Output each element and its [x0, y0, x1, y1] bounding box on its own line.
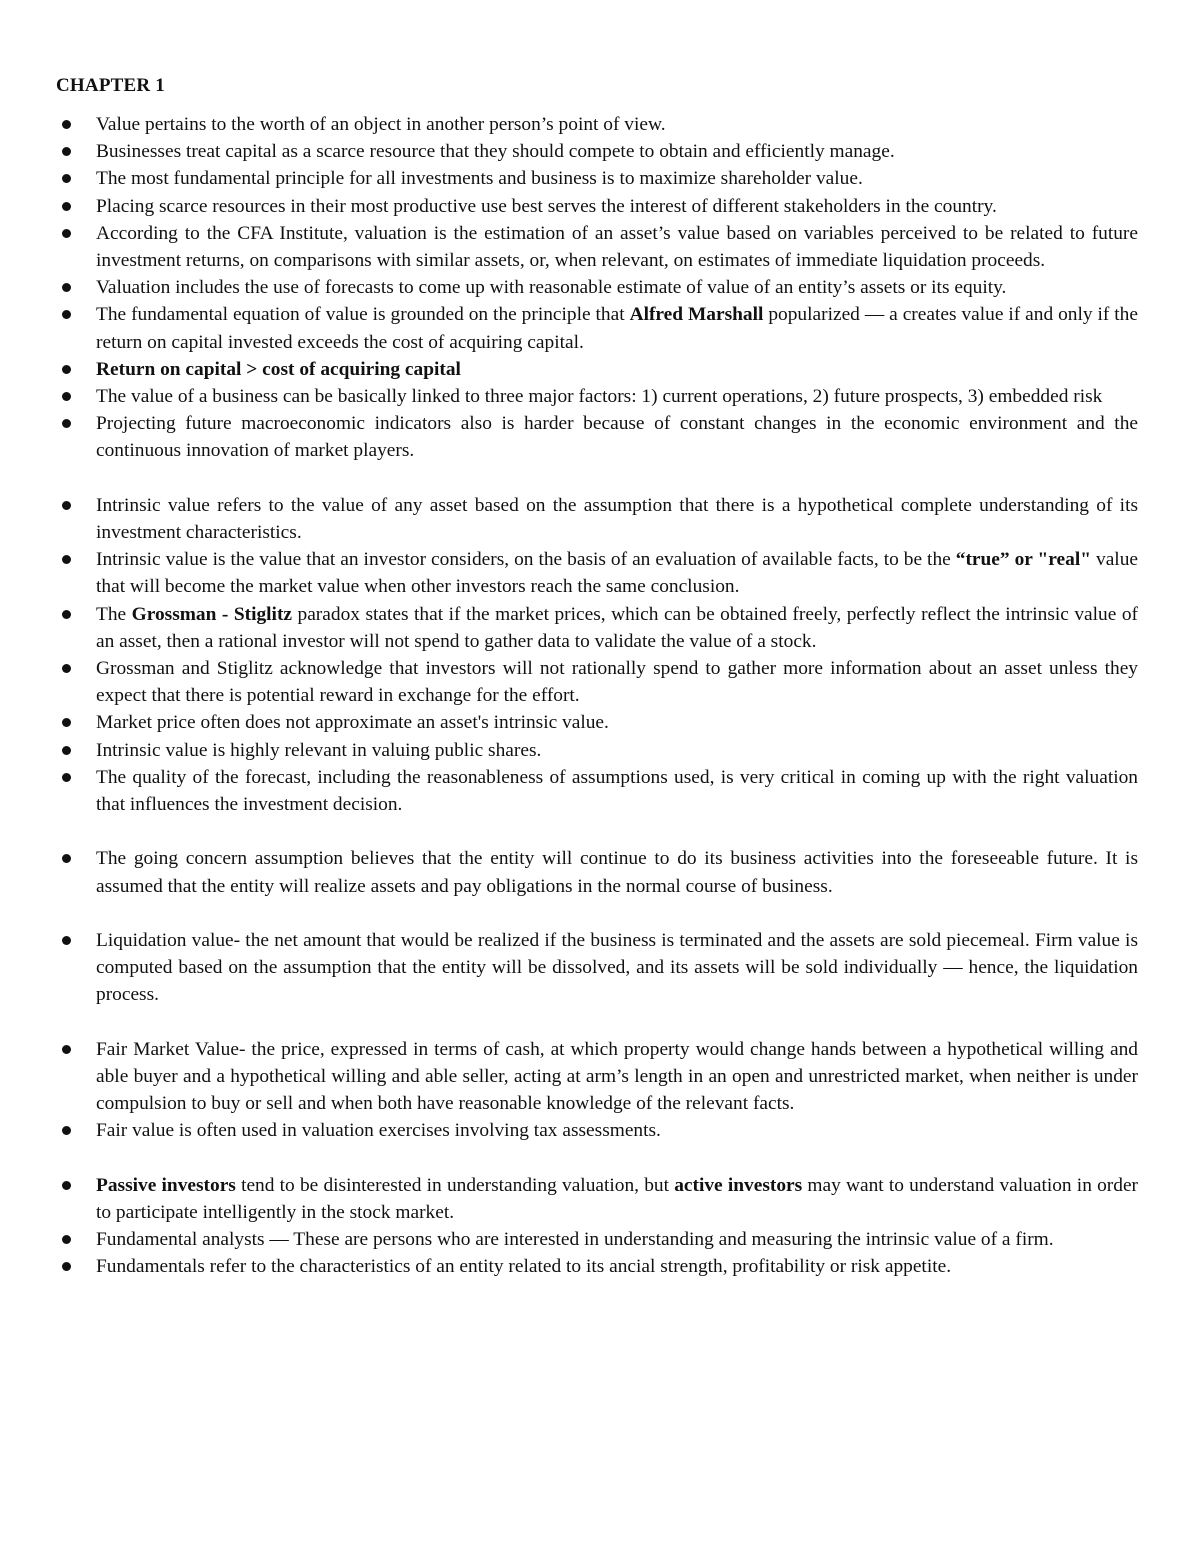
bullet-item: [56, 410, 1138, 464]
bullet-dot-icon: [62, 854, 71, 863]
bullet-dot-icon: [62, 936, 71, 945]
bullet-item: [56, 845, 1138, 899]
bullet-dot-icon: [62, 1181, 71, 1190]
bullet-text: Intrinsic value is the value that an investor considers, on the basis of an evaluation of available facts, to be the: [96, 549, 956, 571]
bullet-text: Businesses treat capital as a scarce resource that they should compete to obtain and efficiently manage.: [96, 141, 895, 163]
bullet-dot-icon: [62, 718, 71, 727]
bold-text: Passive investors: [96, 1174, 236, 1196]
bullet-item: [56, 1117, 1138, 1144]
bullet-dot-icon: [62, 1045, 71, 1054]
bullet-item: [56, 138, 1138, 165]
bullet-dot-icon: [62, 555, 71, 564]
bold-text: active investors: [674, 1174, 803, 1196]
bullet-text: The value of a business can be basically linked to three major factors: 1) current operations, 2) future prospects, 3) embedded risk: [96, 386, 1103, 408]
bullet-text: According to the CFA Institute, valuation is the estimation of an asset’s value based on variables perceived to be related to future investment returns, on comparisons with similar assets, or, when relevant, on estimates of immediate liquidation proceeds.: [96, 222, 1138, 272]
bullet-item: [56, 601, 1138, 655]
bullet-dot-icon: [62, 610, 71, 619]
bullet-item: [56, 709, 1138, 736]
bullet-dot-icon: [62, 229, 71, 238]
bullet-item: [56, 193, 1138, 220]
bullet-dot-icon: [62, 310, 71, 319]
bullet-text: Intrinsic value refers to the value of any asset based on the assumption that there is a hypothetical complete understanding of its investment characteristics.: [96, 494, 1138, 544]
bullet-text: Market price often does not approximate an asset's intrinsic value.: [96, 712, 609, 734]
bullet-dot-icon: [62, 664, 71, 673]
bullet-dot-icon: [62, 1126, 71, 1135]
bullet-dot-icon: [62, 120, 71, 129]
bullet-dot-icon: [62, 283, 71, 292]
bullet-item: [56, 111, 1138, 138]
bullet-dot-icon: [62, 365, 71, 374]
bullet-dot-icon: [62, 773, 71, 782]
bullet-item: [56, 274, 1138, 301]
bullet-text: popularized — a creates value if and only if the return on capital invested exceeds the cost of acquiring capital.: [96, 304, 1138, 353]
bullet-dot-icon: [62, 419, 71, 428]
bullet-text: The fundamental equation of value is grounded on the principle that: [96, 304, 630, 326]
bullet-text: The going concern assumption believes that the entity will continue to do its business activities into the foreseeable future. It is assumed that the entity will realize assets and pay obligations in the normal course of business.: [96, 848, 1138, 897]
bullet-item: [56, 737, 1138, 764]
bullet-text: Fundamentals refer to the characteristics of an entity related to its ancial strength, profitability or risk appetite.: [96, 1256, 952, 1278]
bullet-text: The quality of the forecast, including the reasonableness of assumptions used, is very critical in coming up with the right valuation that influences the investment decision.: [96, 766, 1138, 816]
bullet-text: Valuation includes the use of forecasts to come up with reasonable estimate of value of an entity’s assets or its equity.: [96, 277, 1007, 299]
bullet-dot-icon: [62, 147, 71, 156]
bullet-text: Placing scarce resources in their most productive use best serves the interest of different stakeholders in the country.: [96, 195, 997, 217]
bullet-item: [56, 764, 1138, 818]
bullet-item: [56, 301, 1138, 355]
bullet-text: may want to understand valuation in order to participate intelligently in the stock market.: [96, 1174, 1139, 1224]
bullet-item: [56, 356, 1138, 383]
bullet-item: [56, 492, 1138, 546]
bullet-dot-icon: [62, 1235, 71, 1244]
bullet-item: [56, 383, 1138, 410]
bullet-item: [56, 165, 1138, 192]
bullet-text: value that will become the market value when other investors reach the same conclusion.: [96, 549, 1138, 598]
bullet-dot-icon: [62, 392, 71, 401]
bullet-text: Fundamental analysts — These are persons who are interested in understanding and measuring the intrinsic value of a firm.: [96, 1229, 1054, 1251]
bold-text: Grossman - Stiglitz: [131, 603, 293, 625]
bold-text: Return on capital > cost of acquiring capital: [96, 358, 461, 380]
bullet-text: Intrinsic value is highly relevant in valuing public shares.: [96, 739, 542, 761]
bullet-item: [56, 1172, 1138, 1226]
bullet-item: [56, 546, 1138, 600]
bullet-dot-icon: [62, 1262, 71, 1271]
bullet-text: tend to be disinterested in understanding valuation, but: [235, 1174, 675, 1196]
bullet-item: [56, 1253, 1138, 1280]
bullet-item: [56, 927, 1138, 1009]
bullet-text: Grossman and Stiglitz acknowledge that investors will not rationally spend to gather more information about an asset unless they expect that there is potential reward in exchange for the effort.: [96, 658, 1138, 707]
bold-text: Alfred Marshall: [629, 304, 764, 326]
bullet-dot-icon: [62, 174, 71, 183]
bullet-item: [56, 1226, 1138, 1253]
bullet-text: Fair Market Value- the price, expressed in terms of cash, at which property would change hands between a hypothetical willing and able buyer and a hypothetical willing and able seller, acting at arm’s length in an open and unrestricted market, when neither is under compulsion to buy or sell and when both have reasonable knowledge of the relevant facts.: [96, 1038, 1138, 1115]
bullet-text: Liquidation value- the net amount that would be realized if the business is terminated and the assets are sold piecemeal. Firm value is computed based on the assumption that the entity will be dissolved, and its assets will be sold individually — hence, the liquidation process.: [96, 930, 1138, 1006]
bullet-text: paradox states that if the market prices, which can be obtained freely, perfectly reflect the intrinsic value of an asset, then a rational investor will not spend to gather data to validate the value of a stock.: [96, 603, 1138, 652]
bullet-item: [56, 655, 1138, 709]
bullet-dot-icon: [62, 202, 71, 211]
bullet-item: [56, 220, 1138, 274]
chapter-title: CHAPTER 1: [56, 75, 165, 96]
bullet-text: Value pertains to the worth of an object in another person’s point of view.: [96, 114, 666, 135]
bullet-list: [56, 111, 1138, 1281]
bullet-text: Projecting future macroeconomic indicators also is harder because of constant changes in the economic environment and the continuous innovation of market players.: [96, 413, 1138, 462]
bullet-text: Fair value is often used in valuation exercises involving tax assessments.: [96, 1120, 661, 1142]
bullet-item: [56, 1036, 1138, 1118]
bullet-dot-icon: [62, 746, 71, 755]
bold-text: “true” or "real": [955, 549, 1092, 571]
bullet-dot-icon: [62, 501, 71, 510]
bullet-text: The most fundamental principle for all investments and business is to maximize shareholder value.: [96, 168, 863, 190]
bullet-text: The: [96, 603, 132, 625]
